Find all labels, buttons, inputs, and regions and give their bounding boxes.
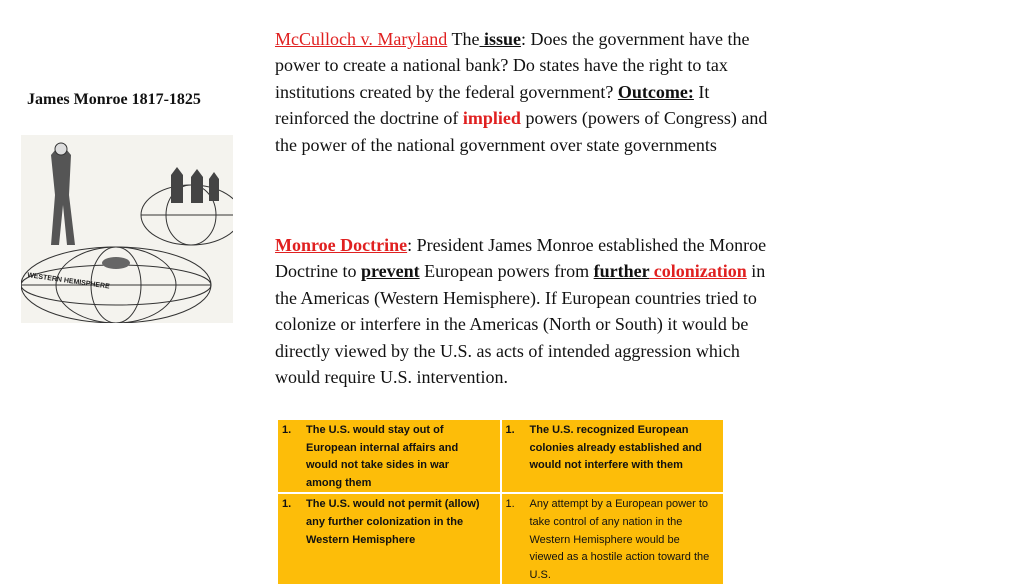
item-text: The U.S. would not permit (allow) any further colonization in the Western Hemisphere bbox=[306, 498, 480, 546]
colonization-keyword: colonization bbox=[649, 261, 747, 282]
issue-text: : Does the government have the power to create a national bank? Do states have the right to tax institutions created by the federal government? bbox=[275, 29, 750, 102]
outcome-rest: powers (powers of Congress) and the power of the national government over state governments bbox=[275, 108, 768, 155]
case-title: McCulloch v. Maryland bbox=[275, 29, 448, 49]
table-row bbox=[277, 419, 724, 493]
text: European powers from bbox=[419, 261, 594, 282]
mcculloch-paragraph bbox=[275, 26, 770, 158]
item-text: The U.S. would stay out of European internal affairs and would not take sides in war among them bbox=[306, 424, 459, 489]
text: in the Americas (Western Hemisphere). If European countries tried to colonize or interfere in the Americas (North or South) it would be directly viewed by the U.S. as acts of intended aggression which would require U.S. intervention. bbox=[275, 261, 766, 388]
item-number: 1. bbox=[282, 498, 292, 511]
text: : President James Monroe established the Monroe Doctrine to bbox=[275, 235, 767, 282]
outcome-label: Outcome: bbox=[617, 81, 694, 102]
table-cell bbox=[277, 419, 501, 493]
monroe-doctrine-title: Monroe Doctrine bbox=[275, 235, 408, 255]
prevent-keyword: prevent bbox=[360, 261, 420, 282]
item-number: 1. bbox=[282, 424, 292, 436]
table-cell bbox=[501, 493, 725, 585]
table-cell bbox=[277, 493, 501, 585]
outcome-text: It reinforced the doctrine of bbox=[275, 81, 710, 129]
president-title: James Monroe 1817-1825 bbox=[27, 91, 201, 108]
table-cell bbox=[501, 419, 725, 493]
further-keyword: further bbox=[593, 261, 650, 282]
text: The bbox=[447, 29, 480, 49]
item-text: The U.S. recognized European colonies already established and would not interfere with them bbox=[529, 424, 702, 472]
item-number: 1. bbox=[505, 424, 515, 436]
implied-keyword: implied bbox=[462, 108, 521, 129]
issue-label: issue bbox=[479, 29, 521, 49]
table-row bbox=[277, 493, 724, 585]
item-number: 1. bbox=[505, 498, 515, 511]
item-text: Any attempt by a European power to take control of any nation in the Western Hemisphere would be viewed as a hostile action toward the U.S. bbox=[529, 498, 710, 581]
political-cartoon-image bbox=[21, 135, 233, 323]
monroe-doctrine-paragraph bbox=[275, 232, 770, 390]
cartoon-caption: WESTERN HEMISPHERE bbox=[26, 272, 111, 291]
doctrine-table bbox=[276, 418, 725, 586]
